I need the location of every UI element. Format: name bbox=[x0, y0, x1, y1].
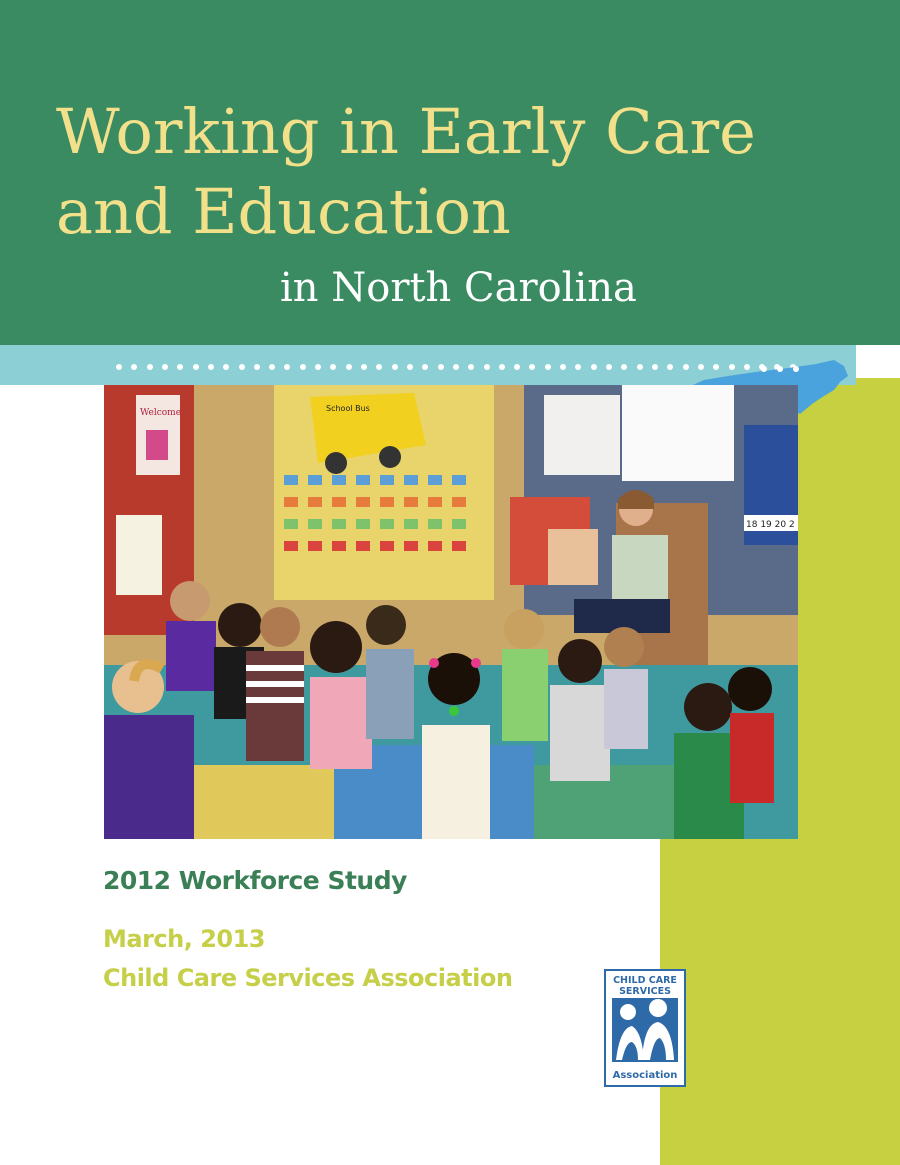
logo-wordmark: CHILD CARE SERVICES bbox=[613, 975, 677, 997]
logo-association-text: Association bbox=[612, 1070, 678, 1081]
cover-title bbox=[56, 92, 756, 252]
school-bus-text: School Bus bbox=[326, 404, 370, 413]
classroom-photo bbox=[104, 385, 798, 839]
publication-date: March, 2013 bbox=[103, 925, 265, 953]
organization-name: Child Care Services Association bbox=[103, 964, 513, 992]
classroom-scene bbox=[104, 385, 798, 839]
cover-subtitle: in North Carolina bbox=[280, 265, 637, 311]
family-figures-icon bbox=[612, 998, 678, 1062]
welcome-poster-text: Welcome bbox=[140, 408, 182, 418]
ccsa-logo bbox=[604, 969, 686, 1087]
title-line-1: Working in Early Care bbox=[56, 95, 756, 168]
title-line-2: and Education bbox=[56, 175, 511, 248]
calendar-text: 18 19 20 2 bbox=[746, 520, 795, 530]
study-title: 2012 Workforce Study bbox=[103, 866, 407, 895]
